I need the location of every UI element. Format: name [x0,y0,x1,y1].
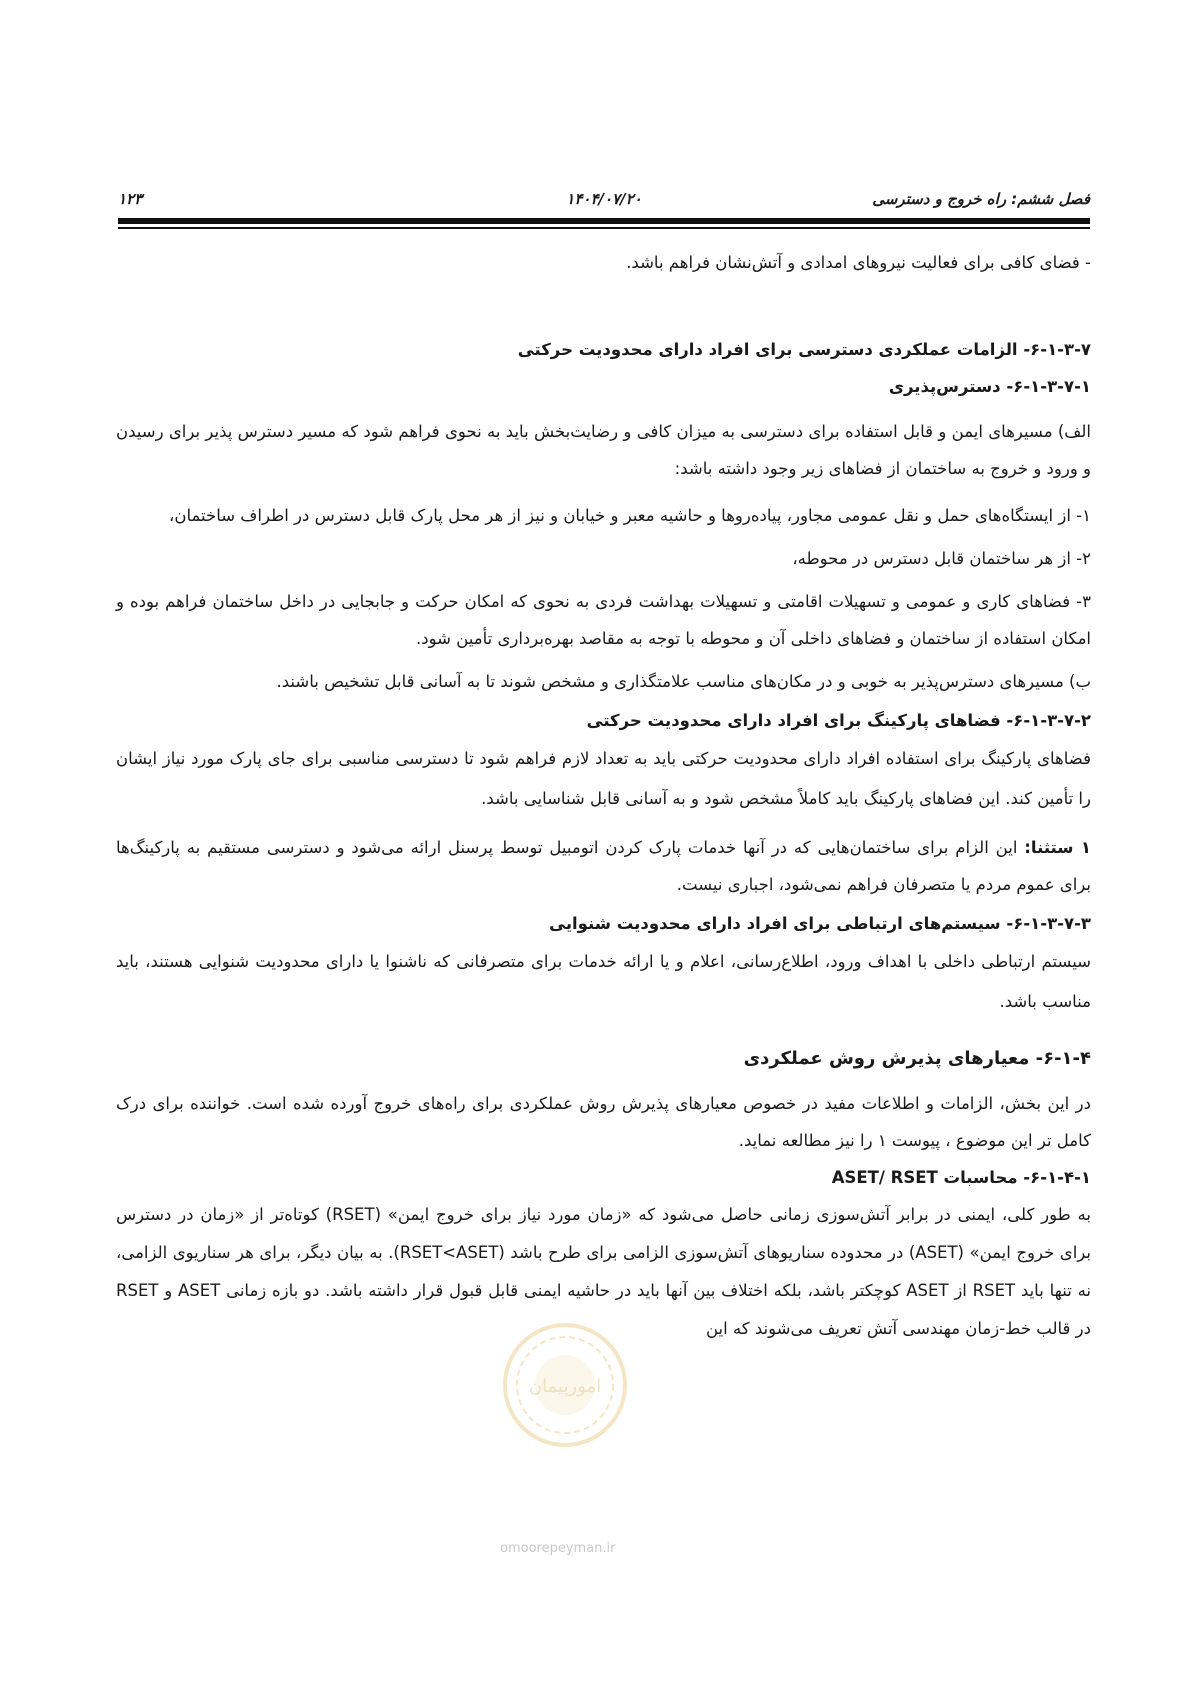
heading-6-1-4-1: ۶-۱-۴-۱- محاسبات ASET/ RSET [831,1168,1091,1187]
paragraph-parking: فضاهای پارکینگ برای استفاده افراد دارای محدودیت حرکتی باید به تعداد لازم فراهم شود تا دسترسی مناسبی برای جای پارک مورد نیاز ایشان را تأمین کند. این فضاهای پارکینگ باید کاملاً مشخص شود و به آسانی قابل شناسایی باشد. [116,749,1091,808]
heading-6-1-3-7-3: ۶-۱-۳-۷-۳- سیستم‌های ارتباطی برای افراد دارای محدودیت شنوایی [549,914,1091,933]
paragraph-section-4: در این بخش، الزامات و اطلاعات مفید در خصوص معیارهای پذیرش روش عملکردی برای راه‌های خروج آورده شده است. خواننده برای درک کامل تر این موضوع ، پیوست ۱ را نیز مطالعه نماید. [116,1094,1091,1150]
header-rule-thick [118,218,1090,224]
intro-line: - فضای کافی برای فعالیت نیروهای امدادی و آتش‌نشان فراهم باشد. [626,253,1091,272]
page-number: ۱۲۳ [118,190,143,208]
heading-6-1-3-7-1: ۶-۱-۳-۷-۱- دسترس‌پذیری [888,377,1091,396]
paragraph-be: ب) مسیرهای دسترس‌پذیر به خوبی و در مکان‌های مناسب علامتگذاری و مشخص شوند تا به آسانی قابل تشخیص باشند. [276,672,1091,691]
header-date: ۱۴۰۴/۰۷/۲۰ [566,190,642,208]
paragraph-aset-rset: به طور کلی، ایمنی در برابر آتش‌سوزی زمانی حاصل می‌شود که «زمان مورد نیاز برای خروج ایمن» (RSET) کوتاه‌تر از «زمان در دسترس برای خروج ایمن» (ASET) در محدوده سناریوهای آتش‌سوزی الزامی برای طرح باشد (RSET<ASET). به بیان دیگر، برای هر سناریوی الزامی، نه تنها باید RSET از ASET کوچکتر باشد، بلکه اختلاف بین آنها باید در حاشیه ایمنی قابل قبول قرار داشته باشد. دو بازه زمانی ASET و RSET در قالب خط-زمان مهندسی آتش تعریف می‌شوند که این [116,1205,1092,1338]
document-body [116,244,1091,1348]
heading-6-1-3-7: ۶-۱-۳-۷- الزامات عملکردی دسترسی برای افراد دارای محدودیت حرکتی [517,340,1091,359]
watermark-logo-text: امورپیمان [528,1376,602,1397]
page-header [118,186,1090,214]
paragraph-alef: الف) مسیرهای ایمن و قابل استفاده برای دسترسی به میزان کافی و رضایت‌بخش باید به نحوی فراهم شود که مسیر دسترس پذیر برای رسیدن و ورود و خروج به ساختمان از فضاهای زیر وجود داشته باشد: [116,422,1091,478]
chapter-title: فصل ششم: راه خروج و دسترسی [872,190,1090,208]
paragraph-item-2: ۲- از هر ساختمان قابل دسترس در محوطه، [792,549,1091,568]
heading-6-1-3-7-2: ۶-۱-۳-۷-۲- فضاهای پارکینگ برای افراد دارای محدودیت حرکتی [586,711,1091,730]
paragraph-item-3: ۳- فضاهای کاری و عمومی و تسهیلات اقامتی و تسهیلات بهداشت فردی به نحوی که امکان حرکت و جابجایی در داخل ساختمان فراهم بوده و امکان استفاده از ساختمان و فضاهای داخلی آن و محوطه با توجه به مقاصد بهره‌برداری تأمین شود. [116,592,1091,648]
exception-label: ۱ ستثنا: [1024,838,1091,857]
watermark-site: omoorepeyman.ir [500,1541,616,1556]
paragraph-item-1: ۱- از ایستگاه‌های حمل و نقل عمومی مجاور، پیاده‌روها و حاشیه معبر و خیابان و نیز از هر محل پارک قابل دسترس در اطراف ساختمان، [169,506,1091,525]
header-rule-thin [118,227,1090,229]
paragraph-communication: سیستم ارتباطی داخلی با اهداف ورود، اطلاع‌رسانی، اعلام و یا ارائه خدمات برای متصرفانی که ناشنوا یا دارای محدودیت شنوایی هستند، باید مناسب باشد. [116,952,1091,1011]
heading-6-1-4: ۶-۱-۴- معیارهای پذیرش روش عملکردی [743,1048,1091,1069]
exception-text: این الزام برای ساختمان‌هایی که در آنها خدمات پارک کردن اتومبیل توسط پرسنل ارائه می‌شود و دسترسی مستقیم به پارکینگ‌ها برای عموم مردم یا متصرفان فراهم نمی‌شود، اجباری نیست. [116,838,1091,894]
paragraph-exception [116,829,1091,903]
